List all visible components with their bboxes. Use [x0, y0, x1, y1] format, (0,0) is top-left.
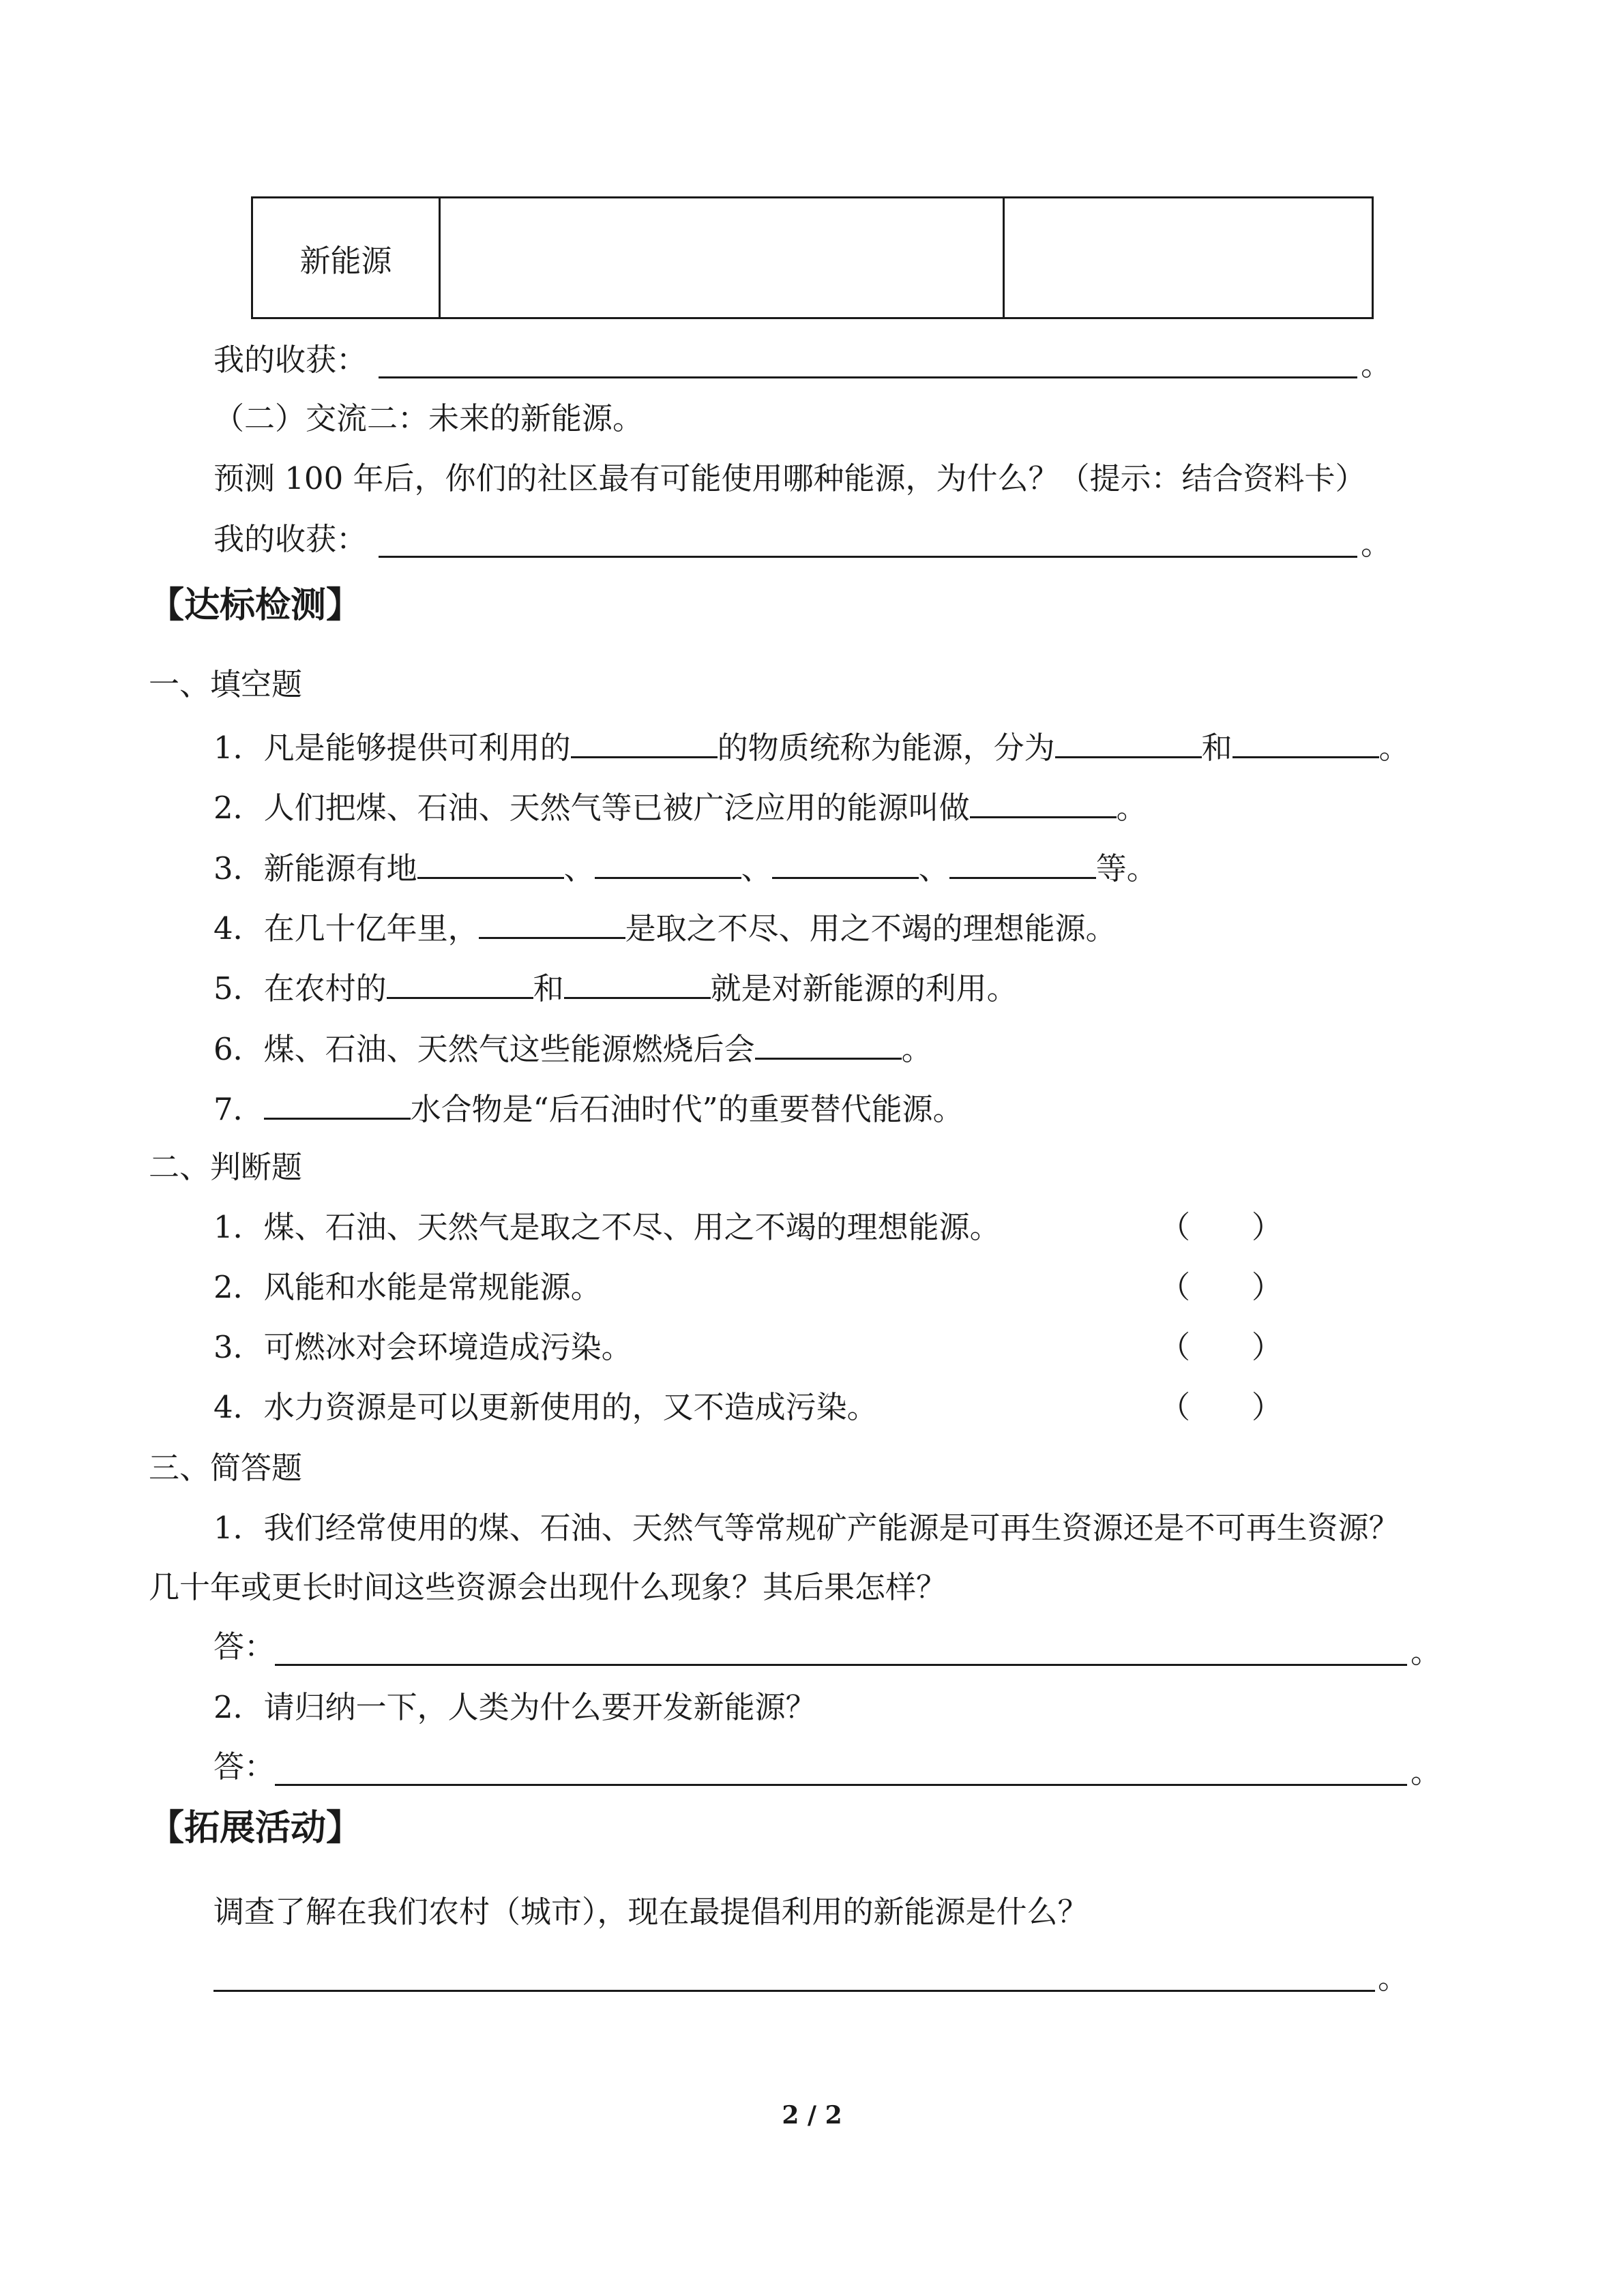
judge-item: 2．风能和水能是常规能源。 — [213, 1269, 602, 1305]
blank[interactable] — [1232, 725, 1379, 758]
blank[interactable] — [772, 846, 919, 879]
blank[interactable] — [755, 1026, 902, 1060]
gain-answer-line[interactable] — [379, 376, 1357, 378]
energy-table — [251, 196, 1374, 319]
blank[interactable] — [479, 906, 625, 939]
blank[interactable] — [571, 725, 718, 758]
blank[interactable] — [564, 966, 711, 999]
blank[interactable] — [1055, 725, 1202, 758]
judge-item: 3．可燃冰对会环境造成污染。 — [213, 1329, 632, 1365]
table-cell — [440, 198, 1004, 318]
exchange2-title: （二）交流二：未来的新能源。 — [213, 400, 644, 436]
short-title: 三、简答题 — [149, 1450, 303, 1486]
blank[interactable] — [417, 846, 564, 879]
page-number: 2 / 2 — [782, 2101, 842, 2130]
answer-line[interactable] — [275, 1664, 1407, 1666]
answer-paren[interactable]: （ ） — [1160, 1269, 1283, 1305]
judge-item: 1．煤、石油、天然气是取之不尽、用之不竭的理想能源。 — [213, 1209, 1001, 1245]
section-heading-ext: 【拓展活动】 — [149, 1807, 362, 1849]
fill-q1: 1．凡是能够提供可利用的 的物质统称为能源，分为 和 。 — [213, 725, 1410, 769]
fill-q6: 6．煤、石油、天然气这些能源燃烧后会 。 — [213, 1026, 932, 1070]
short-q2: 2．请归纳一下，人类为什么要开发新能源？ — [213, 1689, 816, 1725]
fill-q4: 4．在几十亿年里， 是取之不尽、用之不竭的理想能源。 — [213, 906, 1117, 949]
period: 。 — [1378, 1960, 1409, 1996]
gain-label: 我的收获： — [213, 342, 368, 378]
ext-question: 调查了解在我们农村（城市），现在最提倡利用的新能源是什么？ — [213, 1894, 1089, 1930]
ext-answer-line[interactable] — [213, 1990, 1375, 1992]
blank[interactable] — [949, 846, 1096, 879]
judge-item: 4．水力资源是可以更新使用的，又不造成污染。 — [213, 1389, 878, 1425]
period: 。 — [1411, 1634, 1442, 1670]
blank[interactable] — [595, 846, 741, 879]
gain-answer-line[interactable] — [379, 556, 1357, 558]
period: 。 — [1361, 526, 1392, 562]
table-cell — [1004, 198, 1373, 318]
answer-label: 答： — [213, 1748, 276, 1785]
period: 。 — [1411, 1754, 1442, 1790]
answer-paren[interactable]: （ ） — [1160, 1389, 1283, 1425]
short-q1-line2: 几十年或更长时间这些资源会出现什么现象？其后果怎样？ — [149, 1569, 947, 1605]
blank[interactable] — [387, 966, 533, 999]
period: 。 — [1361, 346, 1392, 383]
section-heading-test: 【达标检测】 — [149, 584, 362, 626]
fill-q5: 5．在农村的 和 就是对新能源的利用。 — [213, 966, 1018, 1009]
exchange2-question: 预测 100 年后，你们的社区最有可能使用哪种能源，为什么？（提示：结合资料卡） — [213, 460, 1366, 496]
answer-label: 答： — [213, 1628, 276, 1665]
fill-q2: 2．人们把煤、石油、天然气等已被广泛应用的能源叫做 。 — [213, 785, 1147, 829]
blank[interactable] — [264, 1086, 411, 1120]
short-q1-line1: 1．我们经常使用的煤、石油、天然气等常规矿产能源是可再生资源还是不可再生资源？ — [213, 1510, 1400, 1546]
table-row-label: 新能源 — [252, 198, 440, 318]
blank[interactable] — [970, 785, 1117, 818]
answer-paren[interactable]: （ ） — [1160, 1329, 1283, 1365]
judge-title: 二、判断题 — [149, 1149, 303, 1185]
fill-q3: 3．新能源有地 、 、 、 等。 — [213, 846, 1157, 889]
fill-title: 一、填空题 — [149, 666, 303, 702]
gain-label: 我的收获： — [213, 521, 368, 557]
answer-line[interactable] — [275, 1784, 1407, 1786]
answer-paren[interactable]: （ ） — [1160, 1209, 1283, 1245]
fill-q7: 7． 水合物是“后石油时代”的重要替代能源。 — [213, 1086, 964, 1130]
